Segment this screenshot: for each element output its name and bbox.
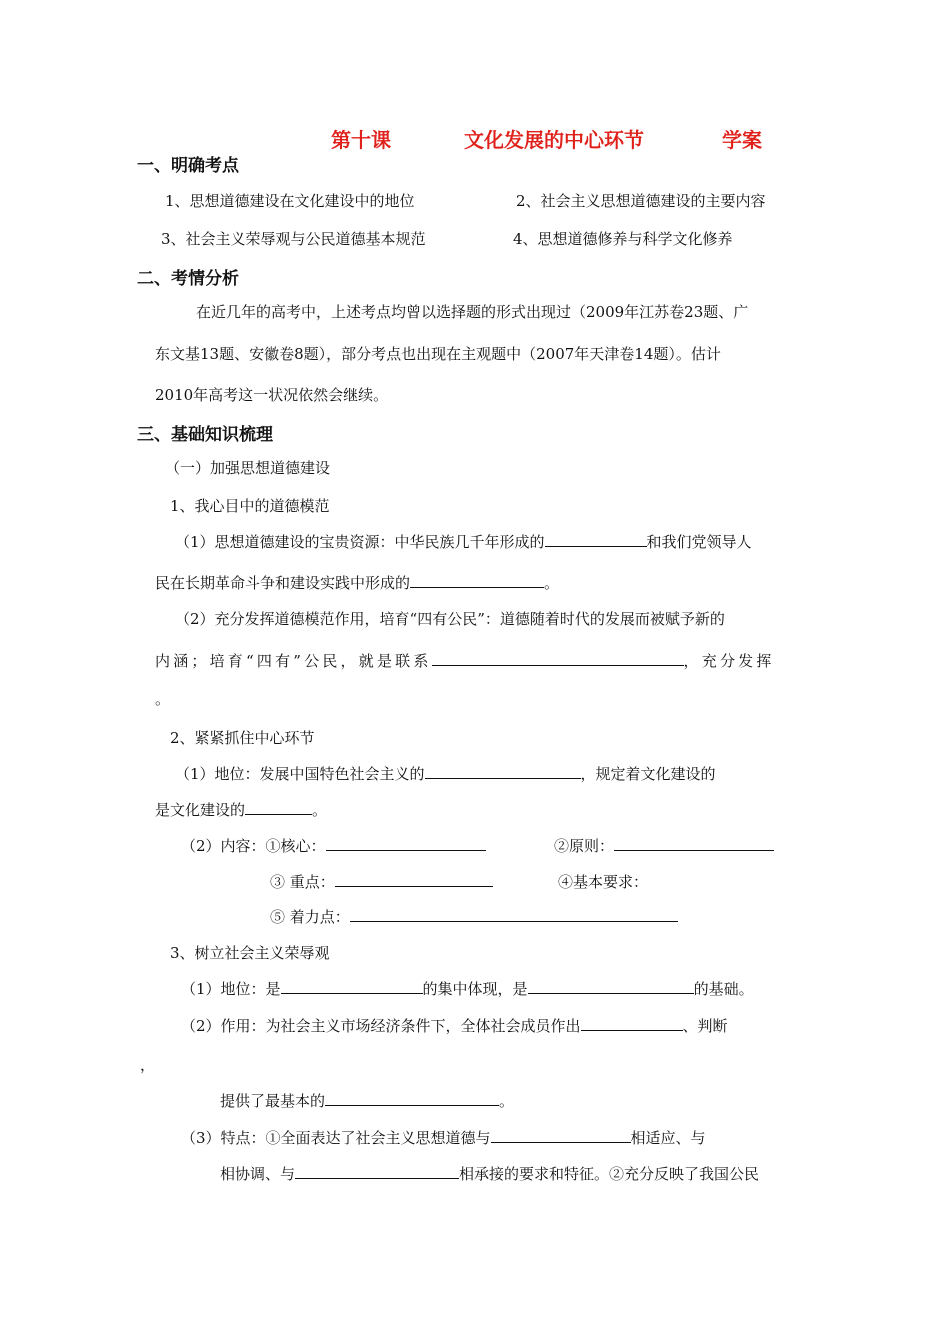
lesson-title: 文化发展的中心环节 (464, 128, 644, 152)
answer-blank[interactable] (581, 1015, 683, 1031)
question-line: （1）思想道德建设的宝贵资源：中华民族几千年形成的 和我们党领导人 (175, 533, 752, 551)
exam-point-4: 4、思想道德修养与科学文化修养 (513, 230, 733, 248)
answer-blank[interactable] (491, 1127, 631, 1143)
part-title-1: 1、我心目中的道德模范 (170, 497, 330, 515)
question-line: （1）地位：是 的集中体现，是 的基础。 (181, 980, 754, 998)
section-heading-2: 二、考情分析 (137, 269, 239, 289)
answer-blank[interactable] (350, 906, 678, 922)
answer-blank[interactable] (281, 978, 423, 994)
analysis-line-3: 2010年高考这一状况依然会继续。 (155, 386, 389, 404)
answer-blank[interactable] (614, 835, 774, 851)
answer-blank[interactable] (410, 572, 544, 588)
subsection-heading: （一）加强思想道德建设 (165, 459, 331, 477)
question-line: 提供了最基本的 。 (220, 1092, 515, 1110)
content-core: （2）内容：①核心： (181, 835, 486, 856)
content-principle: ②原则： (554, 835, 774, 856)
exam-point-2: 2、社会主义思想道德建设的主要内容 (516, 192, 766, 210)
question-line: 内涵；培育“四有”公民，就是联系 ，充分发挥 (155, 652, 775, 670)
answer-blank[interactable] (528, 978, 694, 994)
answer-blank[interactable] (335, 871, 493, 887)
answer-blank[interactable] (325, 1090, 499, 1106)
question-line: （1）地位：发展中国特色社会主义的 ，规定着文化建设的 (175, 765, 716, 783)
answer-blank[interactable] (326, 835, 486, 851)
question-line: 相协调、与 相承接的要求和特征。②充分反映了我国公民 (220, 1165, 760, 1183)
question-line: 。 (155, 690, 171, 708)
part-title-2: 2、紧紧抓住中心环节 (170, 729, 315, 747)
answer-blank[interactable] (295, 1163, 459, 1179)
question-line: （2）作用：为社会主义市场经济条件下，全体社会成员作出 、判断 (181, 1017, 728, 1035)
analysis-line-2: 东文基13题、安徽卷8题），部分考点也出现在主观题中（2007年天津卷14题）。估计 (155, 345, 721, 363)
question-line: （2）充分发挥道德模范作用，培育“四有公民”：道德随着时代的发展而被赋予新的 (175, 610, 725, 628)
question-line: 是文化建设的 。 (155, 801, 328, 819)
content-focus: ③ 重点： (270, 871, 493, 892)
answer-blank[interactable] (545, 531, 647, 547)
doc-type: 学案 (722, 128, 762, 152)
question-line: （3）特点：①全面表达了社会主义思想道德与 相适应、与 (181, 1129, 706, 1147)
answer-blank[interactable] (425, 763, 581, 779)
question-line: 民在长期革命斗争和建设实践中形成的 。 (155, 574, 560, 592)
exam-point-1: 1、思想道德建设在文化建设中的地位 (165, 192, 415, 210)
answer-blank[interactable] (245, 799, 312, 815)
question-line: ， (140, 1056, 156, 1074)
content-focal-point: ⑤ 着力点： (270, 906, 678, 927)
content-basic-requirement: ④基本要求： (558, 873, 649, 891)
exam-point-3: 3、社会主义荣辱观与公民道德基本规范 (161, 230, 426, 248)
answer-blank[interactable] (432, 650, 684, 666)
section-heading-3: 三、基础知识梳理 (137, 425, 273, 445)
section-heading-1: 一、明确考点 (137, 156, 239, 176)
part-title-3: 3、树立社会主义荣辱观 (170, 944, 330, 962)
analysis-line-1: 在近几年的高考中，上述考点均曾以选择题的形式出现过（2009年江苏卷23题、广 (196, 303, 749, 321)
lesson-number: 第十课 (331, 128, 391, 152)
